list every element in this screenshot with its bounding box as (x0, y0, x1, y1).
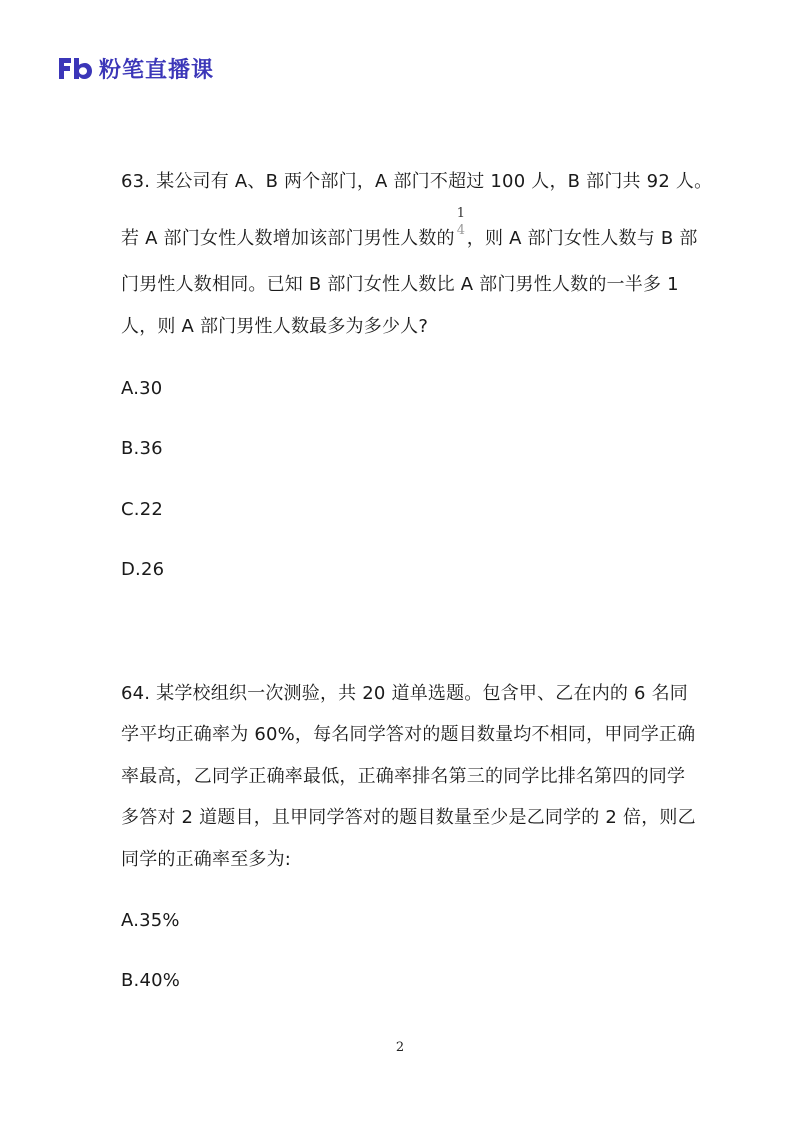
q64-stem-line-4: 多答对 2 道题目，且甲同学答对的题目数量至少是乙同学的 2 倍，则乙 (121, 807, 696, 828)
q64-stem-line-2: 学平均正确率为 60%，每名同学答对的题目数量均不相同，甲同学正确 (121, 724, 696, 745)
q63-stem-line-2b: ，则 A 部门女性人数与 B 部 (466, 228, 698, 249)
fraction-numerator: 1 (456, 206, 466, 221)
q64-stem-line-5: 同学的正确率至多为: (121, 849, 292, 870)
q63-stem-line-4: 人，则 A 部门男性人数最多为多少人? (121, 316, 429, 337)
q63-stem-line-3: 门男性人数相同。已知 B 部门女性人数比 A 部门男性人数的一半多 1 (121, 274, 679, 295)
q64-stem-line-3: 率最高，乙同学正确率最低，正确率排名第三的同学比排名第四的同学 (121, 766, 686, 787)
q63-option-b: B.36 (121, 438, 163, 459)
q63-stem-line-1: 63. 某公司有 A、B 两个部门，A 部门不超过 100 人，B 部门共 92 人。 (121, 171, 713, 192)
brand-logo (57, 54, 214, 82)
q64-option-a: A.35% (121, 910, 180, 931)
q63-option-c: C.22 (121, 499, 163, 520)
q64-stem-line-1: 64. 某学校组织一次测验，共 20 道单选题。包含甲、乙在内的 6 名同 (121, 683, 688, 704)
page-number: 2 (395, 1040, 405, 1055)
fb-logo-icon (57, 55, 93, 81)
q63-option-d: D.26 (121, 559, 165, 580)
q64-option-b: B.40% (121, 970, 181, 991)
fraction-one-quarter (456, 206, 466, 251)
q63-stem-line-2 (121, 206, 698, 251)
brand-name: 粉笔直播课 (99, 57, 215, 83)
fraction-denominator: 4 (456, 223, 466, 238)
q63-option-a: A.30 (121, 378, 163, 399)
q63-stem-line-2a: 若 A 部门女性人数增加该部门男性人数的 (121, 228, 455, 249)
